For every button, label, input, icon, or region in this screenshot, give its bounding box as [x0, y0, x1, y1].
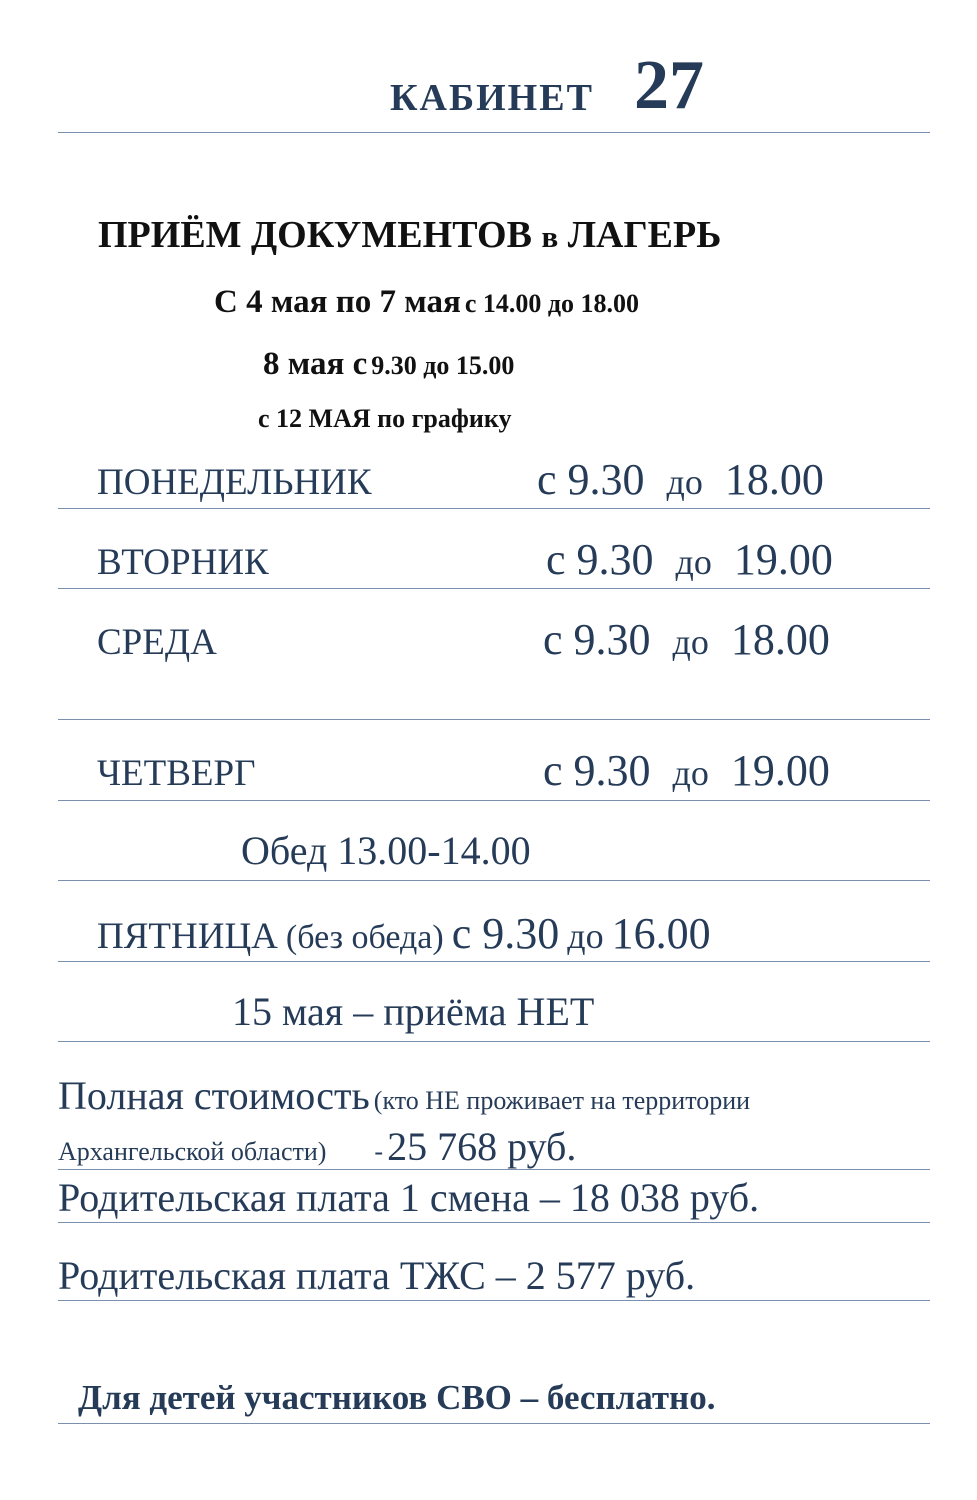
schedule-until: 18.00 [730, 615, 830, 664]
no-reception-notice: 15 мая – приёма НЕТ [232, 989, 595, 1034]
schedule-time-monday [537, 454, 824, 505]
lunch-break: Обед 13.00-14.00 [241, 828, 531, 873]
schedule-to-word: до [675, 542, 712, 582]
divider [58, 880, 930, 881]
intake-line-3: с 12 МАЯ по графику [258, 404, 512, 433]
full-price-dash: - [374, 1137, 384, 1166]
schedule-time-tuesday [546, 534, 833, 585]
divider [58, 1169, 930, 1170]
schedule-day-friday: ПЯТНИЦА [97, 916, 278, 957]
cabinet-number: 27 [634, 47, 704, 124]
schedule-day-tuesday: ВТОРНИК [97, 542, 269, 583]
schedule-until: 19.00 [733, 535, 833, 584]
schedule-until: 19.00 [730, 746, 830, 795]
full-price-line [58, 1072, 750, 1119]
intake-title-in: в [541, 219, 559, 254]
schedule-from: с 9.30 [543, 746, 651, 795]
schedule-time-thursday [543, 745, 830, 796]
divider [58, 132, 930, 133]
intake-title-camp: ЛАГЕРЬ [567, 214, 722, 256]
schedule-time-wednesday [543, 614, 830, 665]
friday-note: (без обеда) [285, 919, 444, 956]
intake-line-2-date: 8 мая с [263, 346, 368, 382]
divider [58, 588, 930, 589]
parent-fee-shift: Родительская плата 1 смена – 18 038 руб. [58, 1175, 760, 1220]
schedule-to-word: до [672, 622, 709, 662]
intake-line-2-hours: 9.30 до 15.00 [371, 351, 515, 380]
intake-line-2 [263, 346, 514, 383]
intake-title-main: ПРИЁМ ДОКУМЕНТОВ [98, 214, 532, 256]
schedule-day-monday: ПОНЕДЕЛЬНИК [97, 462, 372, 503]
schedule-day-thursday: ЧЕТВЕРГ [97, 753, 256, 794]
svo-free-notice: Для детей участников СВО – бесплатно. [78, 1378, 716, 1417]
full-price-line-2 [58, 1123, 576, 1170]
parent-fee-tzhs: Родительская плата ТЖС – 2 577 руб. [58, 1253, 696, 1298]
schedule-from: с 9.30 [537, 455, 645, 504]
schedule-friday [97, 908, 711, 959]
full-price-label: Полная стоимость [58, 1073, 370, 1118]
divider [58, 961, 930, 962]
friday-from: с 9.30 [451, 909, 560, 958]
divider [58, 800, 930, 801]
intake-line-1 [214, 284, 639, 321]
full-price-note-1: (кто НЕ проживает на территории [373, 1086, 751, 1115]
friday-to-word: до [567, 916, 604, 956]
divider [58, 1300, 930, 1301]
schedule-day-wednesday: СРЕДА [97, 622, 217, 663]
schedule-from: с 9.30 [543, 615, 651, 664]
schedule-to-word: до [666, 462, 703, 502]
divider [58, 508, 930, 509]
divider [58, 719, 930, 720]
schedule-from: с 9.30 [546, 535, 654, 584]
divider [58, 1222, 930, 1223]
full-price-value: 25 768 руб. [387, 1124, 577, 1169]
intake-title [98, 213, 721, 257]
schedule-to-word: до [672, 753, 709, 793]
divider [58, 1041, 930, 1042]
full-price-note-2: Архангельской области) [58, 1137, 327, 1166]
schedule-until: 18.00 [724, 455, 824, 504]
intake-line-1-dates: С 4 мая по 7 мая [214, 284, 461, 320]
intake-line-1-hours: с 14.00 до 18.00 [464, 289, 640, 318]
cabinet-label: КАБИНЕТ [390, 77, 594, 119]
friday-until: 16.00 [611, 909, 711, 958]
divider [58, 1423, 930, 1424]
